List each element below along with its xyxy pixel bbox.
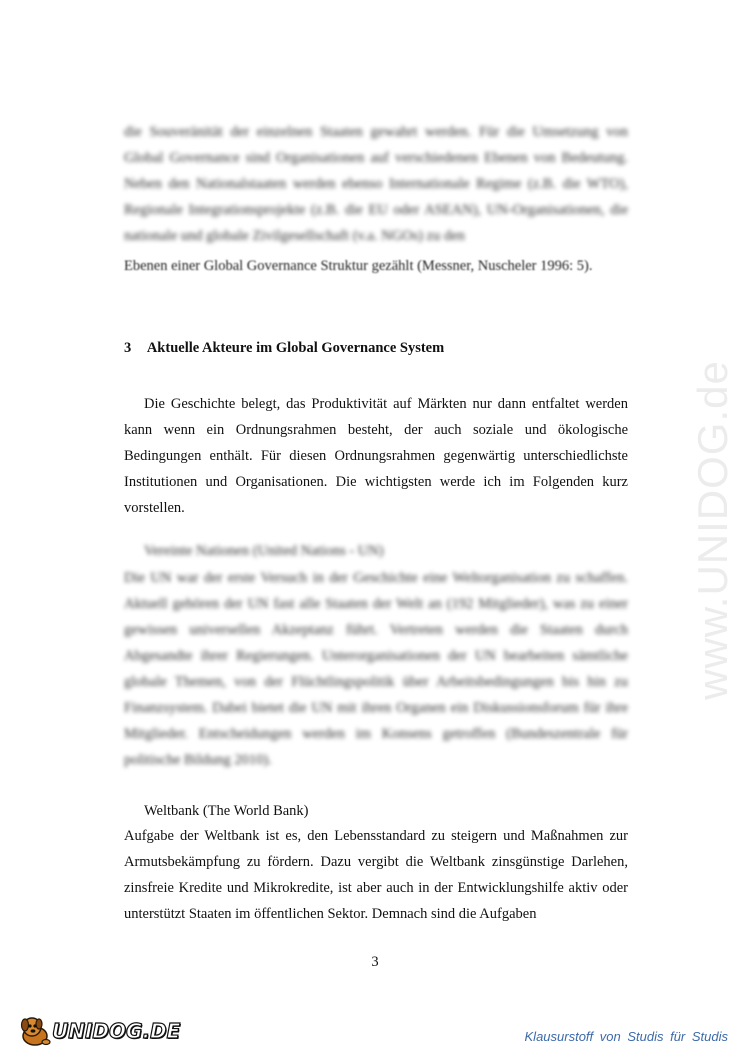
- section-heading: [124, 337, 628, 359]
- worldbank-subheading: Weltbank (The World Bank): [144, 803, 309, 819]
- top-paragraph-blurred: die Souveränität der einzelnen Staaten gewahrt werden. Für die Umsetzung von Global Governance sind Organisationen auf verschiedenen Ebenen von Bedeutung. Neben den Nationalstaaten werden ebenso Internationale Regime (z.B. die WTO), Regionale Integrationsprojekte (z.B. die EU oder ASEAN), UN-Organisationen, die nationale und globale Zivilgesellschaft (v.a. NGOs) zu den: [124, 124, 628, 244]
- page-number: 3: [371, 954, 379, 970]
- logo-text: UNIDOG.DE: [52, 1019, 181, 1043]
- intro-paragraph: Die Geschichte belegt, das Produktivität auf Märkten nur dann entfaltet werden kann wenn ein Ordnungsrahmen besteht, der auch soziale und ökologische Bedingungen enthält. Für diesen Ordnungsrahmen gegenwärtig unterschiedlichste Institutionen und Organisationen. Die wichtigsten werde ich im Folgenden kurz vorstellen.: [124, 396, 628, 516]
- un-paragraph: Die UN war der erste Versuch in der Geschichte eine Weltorganisation zu schaffen. Aktuell gehören der UN fast alle Staaten der Welt an (192 Mitglieder), was zu einer gewissen universellen Akzeptanz führt. Vertreten werden die Staaten durch Abgesandte ihrer Regierungen. Unterorganisationen der UN bearbeiten sämtliche globale Themen, von der Flüchtlingspolitik über Arbeitsbedingungen bis hin zu Finanzsystem. Dabei bietet die UN mit ihren Organen ein Diskussionsforum für ihre Mitglieder. Entscheidungen werden im Konsens getroffen (Bundeszentrale für politische Bildung 2010).: [124, 570, 628, 768]
- un-subheading: Vereinte Nationen (United Nations - UN): [144, 543, 384, 559]
- top-paragraph-last-line: Ebenen einer Global Governance Struktur gezählt (Messner, Nuscheler 1996: 5).: [124, 258, 593, 274]
- footer-slogan: Klausurstoff von Studis für Studis: [524, 1029, 728, 1044]
- dog-icon: [18, 1014, 54, 1048]
- section-title: Aktuelle Akteure im Global Governance System: [146, 340, 445, 356]
- worldbank-paragraph: Aufgabe der Weltbank ist es, den Lebensstandard zu steigern und Maßnahmen zur Armutsbekämpfung zu fördern. Dazu vergibt die Weltbank zinsgünstige Darlehen, zinsfreie Kredite und Mikrokredite, ist aber auch in der Entwicklungshilfe aktiv oder unterstützt Staaten im öffentlichen Sektor. Demnach sind die Aufgaben: [124, 828, 628, 922]
- unidog-logo: [18, 1014, 180, 1048]
- section-number: 3: [124, 340, 132, 356]
- watermark-text: www.UNIDOG.de: [689, 360, 737, 700]
- watermark: [688, 300, 738, 760]
